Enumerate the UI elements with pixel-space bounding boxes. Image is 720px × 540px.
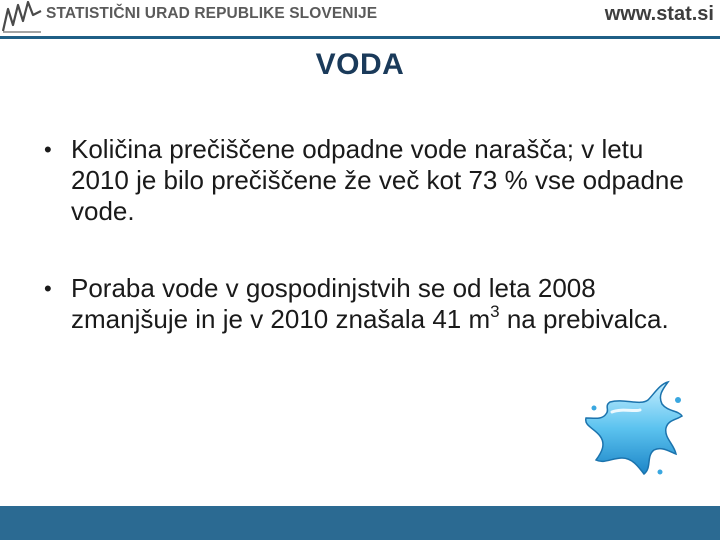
header-divider xyxy=(0,36,720,39)
slide-title: VODA xyxy=(315,48,405,81)
header xyxy=(0,0,720,36)
bullet-text: Količina prečiščene odpadne vode narašča; v letu 2010 je bilo prečiščene že več kot 73 % vse odpadne vode. xyxy=(71,134,684,226)
bullet-item xyxy=(44,273,684,335)
website-url[interactable]: www.stat.si xyxy=(604,3,714,25)
bullet-list xyxy=(44,134,684,335)
footer-bar xyxy=(0,506,720,540)
bullet-item xyxy=(44,134,684,227)
bullet-symbol: • xyxy=(44,137,52,162)
organization-name: STATISTIČNI URAD REPUBLIKE SLOVENIJE xyxy=(46,5,378,22)
bullet-symbol: • xyxy=(44,276,52,301)
water-splash-icon xyxy=(582,380,688,480)
bullet-text-continued: na prebivalca. xyxy=(499,304,669,334)
zigzag-line-icon xyxy=(2,1,42,33)
bullet-text: Poraba vode v gospodinjstvih se od leta 2008 zmanjšuje in je v 2010 znašala 41 m xyxy=(71,273,596,334)
superscript-exponent: 3 xyxy=(490,302,500,321)
